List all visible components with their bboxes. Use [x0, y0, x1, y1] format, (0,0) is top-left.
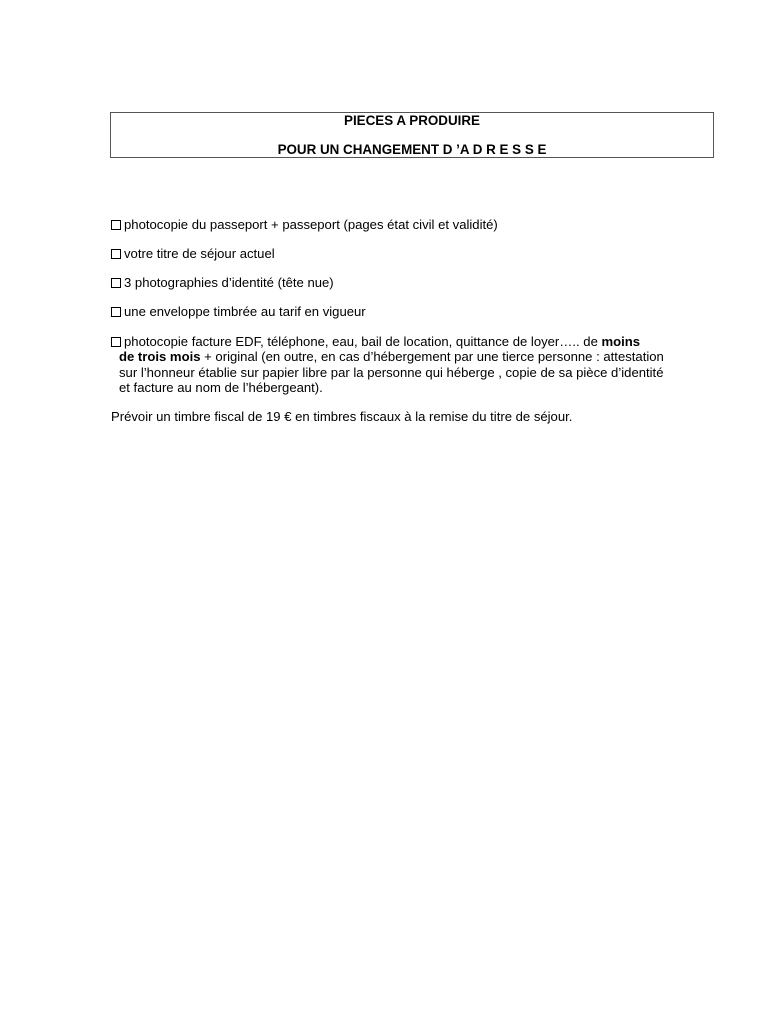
checklist-item-label: une enveloppe timbrée au tarif en vigueur [124, 304, 366, 319]
checklist-item-text: photocopie facture EDF, téléphone, eau, bail de location, quittance de loyer….. de [124, 334, 602, 349]
checklist-line [111, 349, 717, 364]
checkbox-icon[interactable] [111, 337, 121, 347]
document-title: PIECES A PRODUIRE [344, 113, 480, 128]
checkbox-icon[interactable] [111, 249, 121, 259]
checkbox-icon[interactable] [111, 278, 121, 288]
checkbox-icon[interactable] [111, 307, 121, 317]
fiscal-stamp-note: Prévoir un timbre fiscal de 19 € en timbres fiscaux à la remise du titre de séjour. [111, 409, 573, 424]
emphasis-text: moins [601, 334, 641, 349]
checklist-line: et facture au nom de l’hébergeant). [119, 379, 323, 395]
checklist-item [111, 246, 275, 261]
document-subtitle: POUR UN CHANGEMENT D ’A D R E S S E [277, 142, 547, 157]
checkbox-icon[interactable] [111, 220, 121, 230]
title-box [110, 112, 714, 158]
emphasis-text: de trois mois [119, 349, 201, 365]
checklist-line [111, 334, 717, 349]
checklist-item [111, 217, 498, 232]
checklist-item-documents [111, 334, 717, 395]
checklist-item [111, 304, 366, 319]
checklist-item-label: 3 photographies d’identité (tête nue) [124, 275, 334, 290]
checklist-line: sur l’honneur établie sur papier libre par la personne qui héberge , copie de sa pièce d’identité [119, 364, 664, 380]
checklist-item [111, 275, 334, 290]
checklist-item-label: photocopie du passeport + passeport (pages état civil et validité) [124, 217, 498, 232]
checklist-item-label: votre titre de séjour actuel [124, 246, 275, 261]
checklist-item-text: + original (en outre, en cas d’hébergement par une tierce personne : attestation [200, 349, 664, 365]
